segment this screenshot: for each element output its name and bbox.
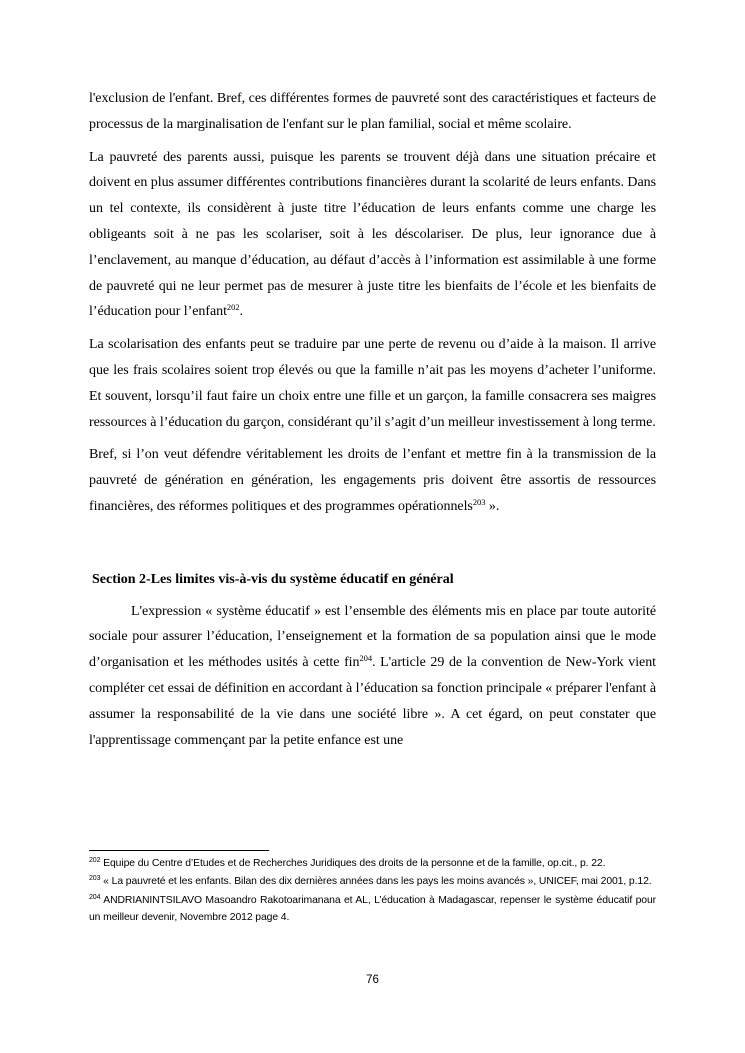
paragraph-2-end: .	[239, 304, 243, 320]
footnotes	[89, 855, 656, 928]
footnote-ref-203[interactable]: 203	[472, 496, 486, 507]
footnote-number: 202	[89, 857, 101, 864]
footnote-separator	[89, 850, 269, 851]
paragraph-2	[89, 145, 656, 326]
section-heading: Section 2-Les limites vis-à-vis du système éducatif en général	[92, 571, 454, 587]
paragraph-2-text: La pauvreté des parents aussi, puisque les parents se trouvent déjà dans une situation précaire et doivent en plus assumer différentes contributions financières durant la scolarité de leurs enfants. Dans un tel contexte, ils considèrent à juste titre l’éducation de leurs enfants comme une charge les obligeants soit à ne pas les scolariser, soit à les déscolariser. De plus, leur ignorance due à l’enclavement, au manque d’éducation, au défaut d’accès à l’information est assimilable à une forme de pauvreté qui ne leur permet pas de mesurer à juste titre les bienfaits de l’école et les bienfaits de l’éducation pour l’enfant	[89, 149, 656, 320]
paragraph-1-text: l'exclusion de l'enfant. Bref, ces différentes formes de pauvreté sont des caractéristiques et facteurs de processus de la marginalisation de l'enfant sur le plan familial, social et même scolaire.	[89, 91, 656, 132]
footnote-203	[89, 873, 656, 890]
paragraph-4	[89, 442, 656, 519]
paragraph-4-end: ».	[485, 498, 500, 514]
footnote-number: 203	[89, 875, 101, 883]
paragraph-5	[89, 599, 656, 754]
paragraph-3-text: La scolarisation des enfants peut se traduire par une perte de revenu ou d’aide à la maison. Il arrive que les frais scolaires soient trop élevés ou que la famille n’ait pas les moyens d’acheter l’uniforme. Et souvent, lorsqu’il faut faire un choix entre une fille et un garçon, la famille consacrera ses maigres ressources à l’éducation du garçon, considérant qu’il s’agit d’un meilleur investissement à long terme.	[89, 337, 656, 430]
footnote-204	[89, 892, 656, 927]
paragraph-5-end: . L'article 29 de la convention de New-York vient compléter cet essai de définition en accordant à l’éducation sa fonction principale « préparer l'enfant à assumer la responsabilité de la vie dans une société libre ». A cet égard, on peut constater que l'apprentissage commençant par la petite enfance est une	[89, 655, 656, 748]
footnote-text: ANDRIANINTSILAVO Masoandro Rakotoarimanana et AL, L’éducation à Madagascar, repenser le système éducatif pour un meilleur devenir, Novembre 2012 page 4.	[89, 894, 656, 924]
paragraph-5-text: L'expression « système éducatif » est l’ensemble des éléments mis en place par toute autorité sociale pour assurer l’éducation, l’enseignement et la formation de sa population ainsi que le mode d’organisation et les méthodes usités à cette fin	[89, 603, 656, 671]
footnote-text: Equipe du Centre d’Etudes et de Recherches Juridiques des droits de la personne et de la famille, op.cit., p. 22.	[100, 858, 606, 869]
footnote-number: 204	[89, 893, 101, 901]
paragraph-1	[89, 86, 656, 138]
paragraph-4-text: Bref, si l’on veut défendre véritablement les droits de l’enfant et mettre fin à la transmission de la pauvreté de génération en génération, les engagements pris doivent être assortis de ressources financières, des réformes politiques et des programmes opérationnels	[89, 447, 656, 514]
footnote-ref-202[interactable]: 202	[226, 302, 240, 313]
footnote-ref-204[interactable]: 204	[359, 653, 373, 664]
spacer	[89, 527, 656, 567]
footnote-text: « La pauvreté et les enfants. Bilan des dix dernières années dans les pays les moins avancés », UNICEF, mai 2001, p.12.	[100, 876, 652, 888]
body-text	[89, 86, 656, 760]
footnote-202	[89, 855, 656, 872]
page-number: 76	[366, 974, 379, 986]
paragraph-3	[89, 332, 656, 435]
